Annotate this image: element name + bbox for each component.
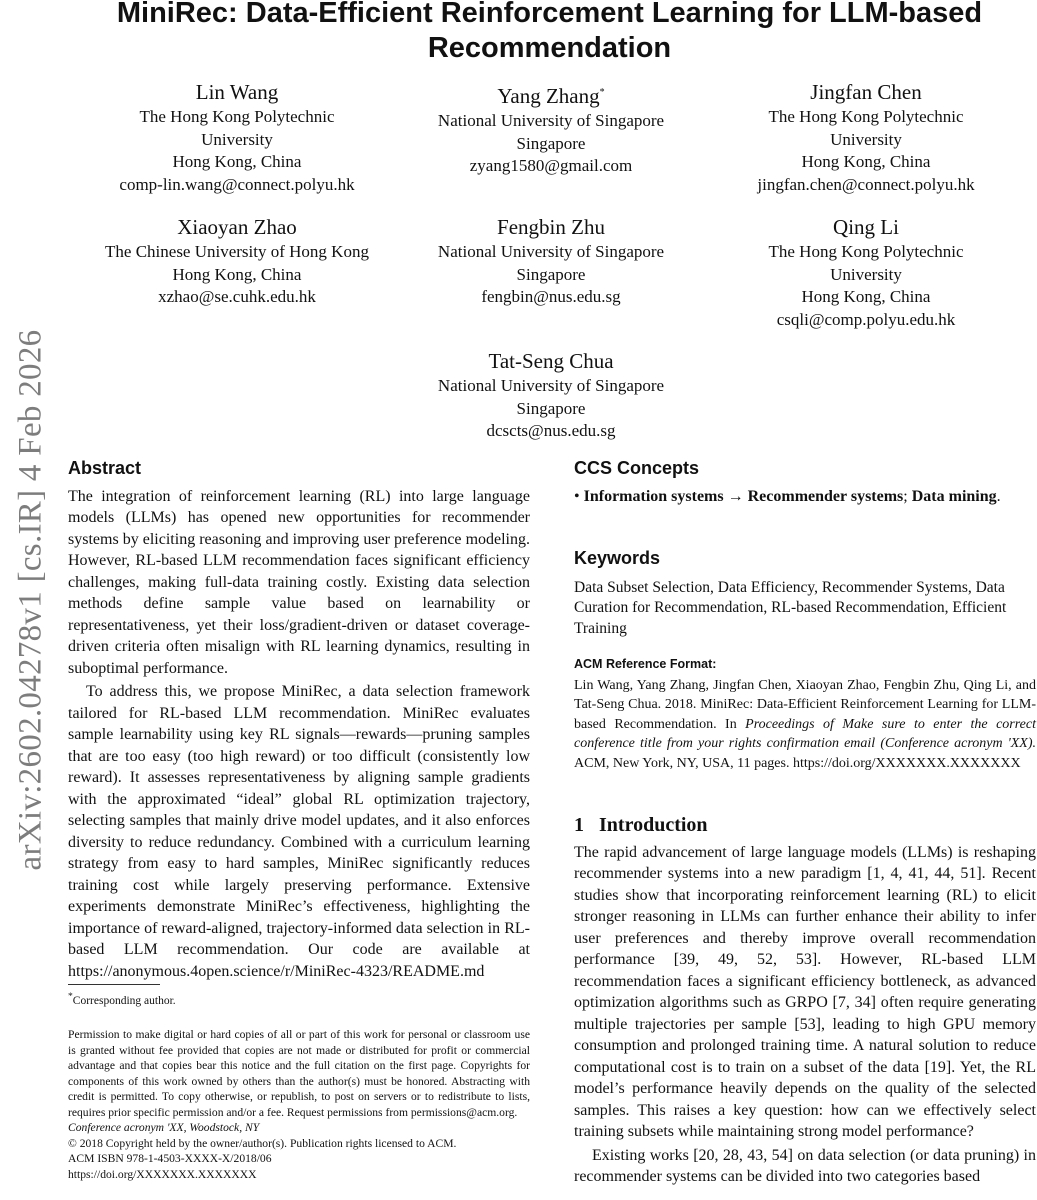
separator: ; [903,487,908,505]
footnote-mark: * [68,991,73,1002]
bullet: • [574,487,580,505]
footnote-text: Corresponding author. [72,994,176,1007]
permission-block [68,1027,530,1182]
author-email[interactable]: comp-lin.wang@connect.polyu.hk [119,174,355,194]
reference-venue: Proceedings of Make sure to enter the correct conference title from your rights confirmation email (Conference acronym 'XX). [574,716,1036,751]
abstract-paragraph: The integration of reinforcement learning (RL) into large language models (LLMs) has opened new opportunities for recommender systems by eliciting reasoning and improving user preference modeling. However, RL-based LLM recommendation faces significant efficiency challenges, making full-data training costly. Existing data selection methods define sample value based on learnability or representativeness, yet their loss/gradient-driven or dataset coverage-driven criteria often misalign with RL learning dynamics, resulting in suboptimal performance. [68,487,530,677]
ccs-concept: Data mining [911,487,997,505]
author-affiliation: The Hong Kong Polytechnic [768,107,964,126]
footnote-rule [68,984,160,985]
author-email[interactable]: xzhao@se.cuhk.edu.hk [158,287,316,306]
author-name: Qing Li [833,215,899,239]
author-email[interactable]: dcscts@nus.edu.sg [486,421,616,440]
permission-text: Permission to make digital or hard copies of all or part of this work for personal or classroom use is granted without fee provided that copies are not made or distributed for profit or commercial advantage and that copies bear this notice and the full citation on the first page. Copyrights for components of this work owned by others than the author(s) must be honored. Abstracting with credit is permitted. To copy otherwise, or republish, to post on servers or to redistribute to lists, requires prior specific permission and/or a fee. Request permissions from permissions@acm.org. [68,1028,530,1119]
author-block [72,214,402,309]
introduction-heading [574,815,1036,837]
author-location: Hong Kong, China [172,152,302,171]
author-affiliation: National University of Singapore [437,111,665,130]
author-affiliation: The Hong Kong Polytechnic [139,107,335,126]
ccs-concept: Recommender systems [747,487,904,505]
author-location: Hong Kong, China [801,152,931,171]
author-affiliation: The Hong Kong Polytechnic [768,242,964,261]
author-affiliation: The Chinese University of Hong Kong [105,242,369,261]
keywords-heading: Keywords [574,548,661,568]
section-title: Introduction [599,814,708,836]
arxiv-sidebar [0,0,62,1200]
introduction-paragraph: The rapid advancement of large language models (LLMs) is reshaping recommender systems into a new paradigm [1, 4, 41, 44, 51]. Recent studies show that incorporating reinforcement learning (RL) to elicit stronger reasoning in LLMs can further enhance their ability to infer user preferences and thereby improve overall recommendation performance [39, 49, 52, 53]. However, RL-based LLM recommendation faces a significant efficiency bottleneck, as advanced optimization algorithms such as GRPO [7, 34] often require generating multiple trajectories per sample [53], leading to high GPU memory consumption and prolonged training time. A natural solution to reduce computational cost is to train on a subset of the data [19]. Yet, the RL model’s performance heavily depends on the quality of the selected samples. This raises a key question: how can we effectively select training subsets while maintaining strong model performance? [574,843,1036,1140]
author-name: Jingfan Chen [810,80,922,104]
author-email[interactable]: jingfan.chen@connect.polyu.hk [757,174,975,194]
keywords-text: Data Subset Selection, Data Efficiency, Recommender Systems, Data Curation for Recommendation, RL-based Recommendation, Efficient Training [574,578,1007,637]
arrow-icon: → [727,487,744,505]
acm-reference-text [574,676,1036,774]
author-location: Singapore [516,398,586,418]
author-block [386,214,716,309]
reference-authors: Lin Wang, Yang Zhang, Jingfan Chen, Xiaoyan Zhao, Fengbin Zhu, Qing Li, and Tat-Seng Chua. 2018. MiniRec: Data-Efficient Reinforcement Learning for LLM-based Recommendation. In [574,677,1036,732]
acm-reference-section [574,654,1036,773]
author-location: Hong Kong, China [801,287,931,306]
copyright-line: © 2018 Copyright held by the owner/author(s). Publication rights licensed to ACM. [68,1136,457,1150]
doi-link[interactable]: https://doi.org/XXXXXXX.XXXXXXX [68,1167,257,1181]
author-block [701,79,1031,196]
ccs-concepts [574,486,1036,508]
period: . [996,487,1001,505]
author-affiliation: University [201,129,273,149]
paper-title: MiniRec: Data-Efficient Reinforcement Learning for LLM-based Recommendation [116,0,983,64]
author-name: Lin Wang [195,80,279,104]
author-email[interactable]: csqli@comp.polyu.edu.hk [776,309,956,329]
reference-tail: ACM, New York, NY, USA, 11 pages. https://doi.org/XXXXXXX.XXXXXXX [574,755,1021,771]
author-location: Singapore [516,264,586,284]
author-block [72,79,402,196]
acm-reference-heading: ACM Reference Format: [574,657,717,671]
author-name: Xiaoyan Zhao [177,215,297,239]
ccs-heading: CCS Concepts [574,458,700,478]
keywords-section [574,548,1036,639]
author-name: Yang Zhang [497,84,600,108]
ccs-section [574,458,1036,507]
introduction-section [574,815,1036,1188]
introduction-paragraph: Existing works [20, 28, 43, 54] on data selection (or data pruning) in recommender systems can be divided into two categories based [574,1146,1036,1185]
abstract-heading: Abstract [68,458,142,478]
isbn-line: ACM ISBN 978-1-4503-XXXX-X/2018/06 [68,1152,272,1165]
author-affiliation: University [830,129,902,149]
section-number: 1 [574,814,584,836]
author-affiliation: National University of Singapore [437,376,665,395]
author-location: Hong Kong, China [172,264,302,284]
author-block [386,79,716,178]
author-name: Fengbin Zhu [497,215,605,239]
footnote [68,989,530,1009]
abstract-paragraph: To address this, we propose MiniRec, a data selection framework tailored for RL-based LLM recommendation. MiniRec evaluates sample learnability using key RL signals—rewards—pruning samples that are too easy (too high reward) or too difficult (consistently low reward). It assesses representativeness by aligning sample gradients with the approximated “ideal” global RL optimization trajectory, selecting samples that mainly drive model updates, and it also enforces diversity to reduce redundancy. Combined with a curriculum learning strategy from easy to hard samples, MiniRec significantly reduces training cost while largely preserving performance. Extensive experiments demonstrate MiniRec’s effectiveness, highlighting the importance of reward-aligned, trajectory-informed data selection in RL-based LLM recommendation. Our code are available at https://anonymous.4open.science/r/MiniRec-4323/README.md [68,683,530,980]
corresponding-mark: * [599,87,605,98]
conference-line: Conference acronym 'XX, Woodstock, NY [68,1121,260,1134]
abstract-section [68,458,530,982]
author-affiliation: University [830,264,902,284]
author-email[interactable]: fengbin@nus.edu.sg [481,287,621,306]
arxiv-identifier: arXiv:2602.04278v1 [cs.IR] 4 Feb 2026 [12,329,49,871]
author-location: Singapore [516,133,586,153]
author-block [386,348,716,443]
ccs-concept: Information systems [583,487,724,505]
author-block [701,214,1031,331]
author-name: Tat-Seng Chua [488,349,614,373]
author-email[interactable]: zyang1580@gmail.com [469,156,633,175]
author-affiliation: National University of Singapore [437,242,665,261]
